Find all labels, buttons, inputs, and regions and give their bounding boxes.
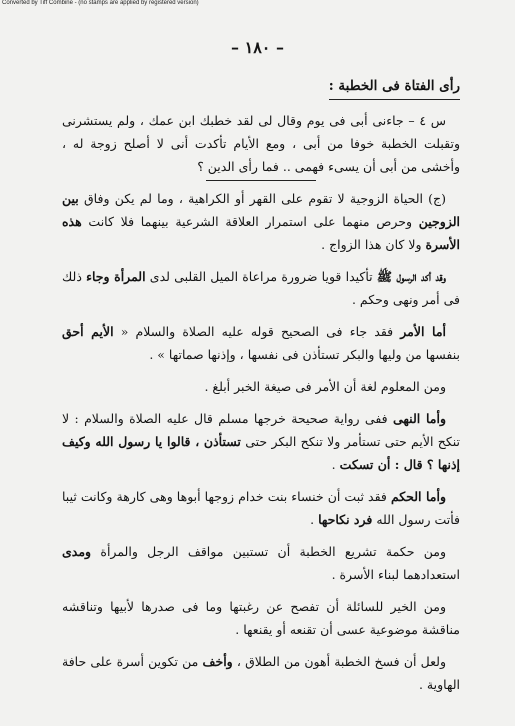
answer-paragraph-7: ومن حكمة تشريع الخطبة أن تستبين مواقف الرجل والمرأة ومدى استعدادهما لبناء الأسرة . <box>62 544 460 582</box>
question-paragraph: س ٤ – جاءنى أبى فى يوم وقال لى لقد خطبك ابن عمك ، ولم يستشرنى وتقبلت الخطبة خوفا من أبى ، ومع الأيام تأكدت أنى لا أصلح زوجة له ، وأخشى من أبى أن يسىء فهمى .. فما رأى الدين ؟ <box>62 113 460 174</box>
answer-paragraph-4: ومن المعلوم لغة أن الأمر فى صيغة الخبر أبلغ . <box>204 379 446 394</box>
answer-paragraph-1: (ج) الحياة الزوجية لا تقوم على القهر أو الكراهية ، وما لم يكن وفاق بين الزوجين وحرص منهما على استمرار العلاقة الشرعية بينهما فلا كانت هذه الأسرة ولا كان هذا الزواج . <box>62 191 460 252</box>
document-body <box>62 74 460 705</box>
answer-paragraph-2: وقد أكد الرسول ﷺ تأكيدا قويا ضرورة مراعاة الميل القلبى لدى المرأة وجاء ذلك فى أمر ونهى وحكم . <box>62 269 460 307</box>
section-heading: رأى الفتاة فى الخطبة : <box>329 75 460 100</box>
answer-paragraph-5: وأما النهى ففى رواية صحيحة خرجها مسلم قال عليه الصلاة والسلام : لا تنكح الأيم حتى تستأمر ولا تنكح البكر حتى تستأذن ، قالوا يا رسول الله وكيف إذنها ؟ قال : أن تسكت . <box>62 411 460 472</box>
answer-paragraph-9: ولعل أن فسخ الخطبة أهون من الطلاق ، وأخف من تكوين أسرة على حافة الهاوية . <box>62 654 460 692</box>
separator-rule <box>206 180 316 181</box>
page-number: – ١٨٠ – <box>231 38 284 57</box>
answer-paragraph-8: ومن الخير للسائلة أن تفصح عن رغبتها وما فى صدرها لأبيها وتناقشه مناقشة موضوعية عسى أن تقنعه أو يقنعها . <box>62 599 460 637</box>
answer-paragraph-3: أما الأمر فقد جاء فى الصحيح قوله عليه الصلاة والسلام « الأيم أحق بنفسها من وليها والبكر تستأذن فى نفسها ، وإذنها صماتها » . <box>62 324 460 362</box>
answer-paragraph-6: وأما الحكم فقد ثبت أن خنساء بنت خدام زوجها أبوها وهى كارهة وكانت ثيبا فأتت رسول الله فرد نكاحها . <box>62 489 460 527</box>
converter-watermark: Converted by Tiff Combine - (no stamps are applied by registered version) <box>2 0 199 6</box>
